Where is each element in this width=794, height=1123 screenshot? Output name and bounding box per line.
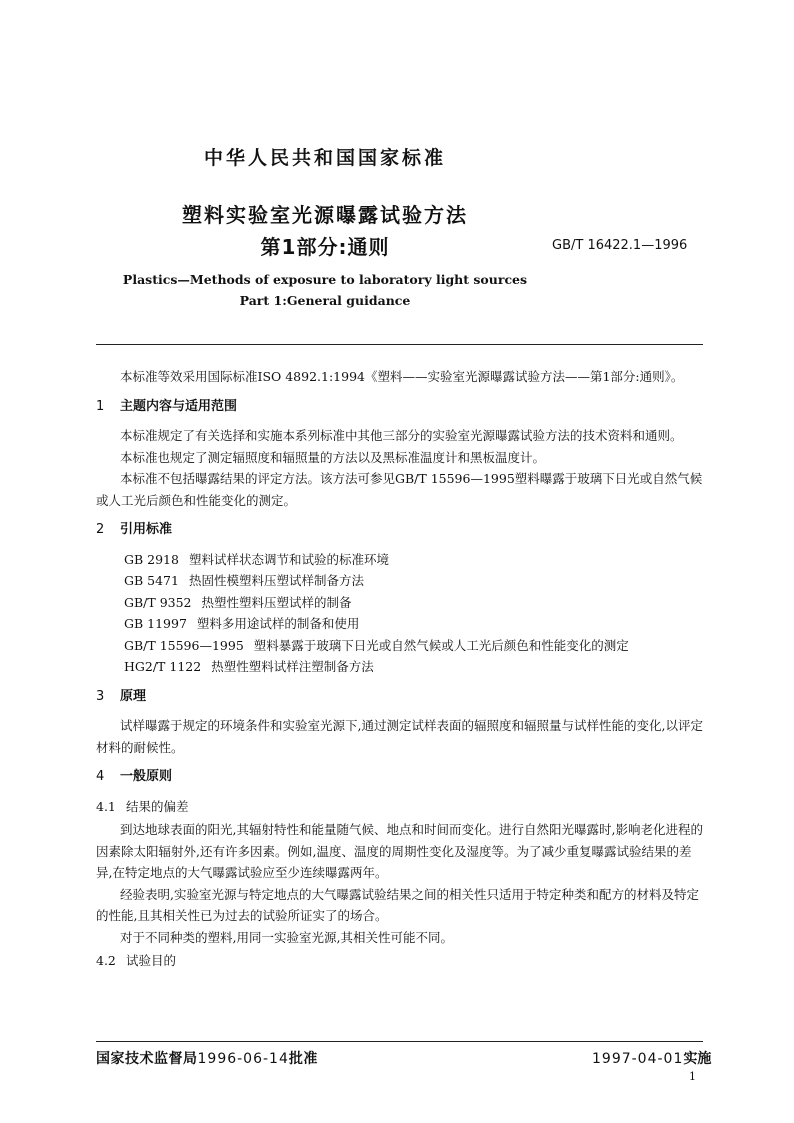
document-title-cn: 塑料实验室光源曝露试验方法 xyxy=(182,203,468,227)
section-3-paragraph: 试样曝露于规定的环境条件和实验室光源下,通过测定试样表面的辐照度和辐照量与试样性能的变化,以评定材料的耐候性。 xyxy=(96,718,703,755)
reference-code: GB 2918 xyxy=(124,551,179,567)
national-standard-heading: 中华人民共和国国家标准 xyxy=(203,147,446,169)
reference-name: 热固性模塑料压塑试样制备方法 xyxy=(188,573,364,588)
reference-item xyxy=(124,656,716,678)
reference-name: 塑料暴露于玻璃下日光或自然气候或人工光后颜色和性能变化的测定 xyxy=(253,637,629,653)
reference-code: GB/T 15596—1995 xyxy=(124,637,244,653)
reference-item xyxy=(124,613,716,635)
section-3-heading xyxy=(96,686,716,708)
section-number: 1 xyxy=(96,398,105,414)
section-1-paragraph: 本标准规定了有关选择和实施本系列标准中其他三部分的实验室光源曝露试验方法的技术资料和通则。 xyxy=(120,428,683,443)
reference-code: GB 11997 xyxy=(124,616,187,631)
subsection-4-2-heading xyxy=(96,950,716,972)
reference-name: 热塑性塑料试样注塑制备方法 xyxy=(211,659,374,674)
section-1-heading xyxy=(96,396,716,418)
section-1-paragraph: 本标准也规定了测定辐照度和辐照量的方法以及黑标准温度计和黑板温度计。 xyxy=(120,449,546,465)
approver-name: 国家技术监督局 xyxy=(96,1051,198,1067)
section-1-paragraph: 本标准不包括曝露结果的评定方法。该方法可参见GB/T 15596—1995塑料曝露于玻璃下日光或自然气候或人工光后颜色和性能变化的测定。 xyxy=(96,471,703,508)
approval-date: 1996-06-14 xyxy=(197,1051,289,1067)
section-number: 2 xyxy=(96,522,105,537)
section-title: 原理 xyxy=(120,688,147,704)
reference-item xyxy=(124,570,716,592)
reference-name: 热塑性塑料压塑试样的制备 xyxy=(201,594,352,610)
reference-code: HG2/T 1122 xyxy=(124,659,202,674)
subsection-4-1-paragraph: 经验表明,实验室光源与特定地点的大气曝露试验结果之间的相关性只适用于特定种类和配方的材料及特定的性能,且其相关性已为过去的试验所证实了的场合。 xyxy=(96,886,699,923)
reference-name: 塑料试样状态调节和试验的标准环境 xyxy=(188,551,389,567)
standard-number: GB/T 16422.1—1996 xyxy=(552,238,688,253)
foreword-paragraph: 本标准等效采用国际标准ISO 4892.1:1994《塑料——实验室光源曝露试验方法——第1部分:通则》。 xyxy=(120,369,684,384)
approval-line xyxy=(96,1048,318,1068)
reference-item xyxy=(124,549,716,571)
document-body xyxy=(96,366,716,974)
section-number: 4 xyxy=(96,769,105,784)
section-number: 3 xyxy=(96,688,105,704)
reference-item xyxy=(124,635,716,657)
section-title: 引用标准 xyxy=(120,522,173,537)
subsection-number: 4.2 xyxy=(96,953,116,968)
footer-divider xyxy=(96,1041,703,1042)
document-subtitle-cn: 第1部分:通则 xyxy=(260,235,390,259)
header-divider xyxy=(96,344,703,345)
effective-date: 1997-04-01 xyxy=(592,1051,684,1067)
subsection-title: 结果的偏差 xyxy=(126,798,189,814)
document-title-en: Plastics—Methods of exposure to laboratory light sources xyxy=(122,272,528,287)
page-number: 1 xyxy=(689,1070,696,1083)
reference-code: GB 5471 xyxy=(124,573,179,588)
section-4-heading xyxy=(96,766,716,788)
subsection-4-1-heading xyxy=(96,796,716,818)
reference-name: 塑料多用途试样的制备和使用 xyxy=(196,616,360,631)
approval-suffix: 批准 xyxy=(288,1051,318,1067)
section-title: 一般原则 xyxy=(120,769,173,784)
reference-item xyxy=(124,592,716,614)
document-subtitle-en: Part 1:General guidance xyxy=(239,293,411,308)
subsection-4-1-paragraph: 对于不同种类的塑料,用同一实验室光源,其相关性可能不同。 xyxy=(120,929,453,945)
subsection-4-1-paragraph: 到达地球表面的阳光,其辐射特性和能量随气候、地点和时间而变化。进行自然阳光曝露时,影响老化进程的因素除太阳辐射外,还有许多因素。例如,温度、温度的周期性变化及湿度等。为了减少重复曝露试验结果的差异,在特定地点的大气曝露试验应至少连续曝露两年。 xyxy=(96,822,703,880)
subsection-number: 4.1 xyxy=(96,798,116,814)
section-2-heading xyxy=(96,519,716,541)
effective-line xyxy=(592,1048,711,1068)
effective-suffix: 实施 xyxy=(683,1051,712,1067)
reference-code: GB/T 9352 xyxy=(124,594,192,610)
section-title: 主题内容与适用范围 xyxy=(120,398,238,414)
subsection-title: 试验目的 xyxy=(126,953,177,968)
